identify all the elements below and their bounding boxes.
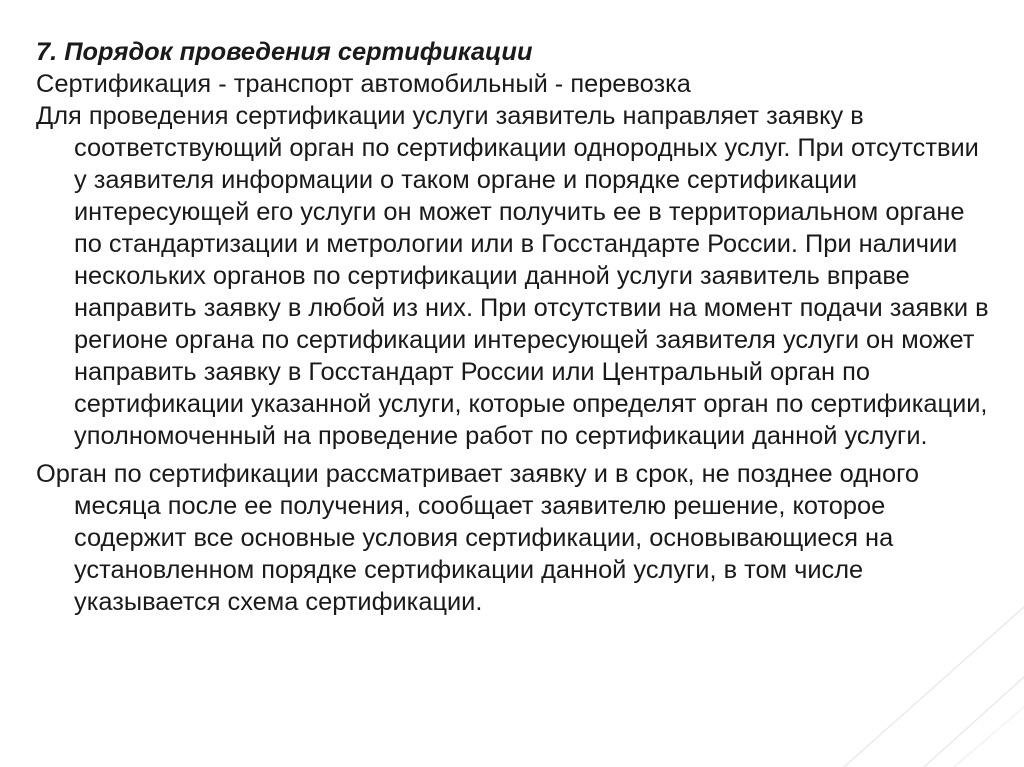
slide-title: 7. Порядок проведения сертификации [36, 38, 533, 66]
slide-content [36, 36, 996, 618]
paragraph-subtitle: Сертификация - транспорт автомобильный - перевозка [36, 70, 691, 98]
paragraph-application: Для проведения сертификации услуги заявитель направляет заявку в соответствующий орган по сертификации однородных услуг. При отсутствии у заявителя информации о таком органе и порядке сертификации интересующей его услуги он может получить ее в территориальном органе по стандартизации и метрологии или в Госстандарте России. При наличии нескольких органов по сертификации данной услуги заявитель вправе направить заявку в любой из них. При отсутствии на момент подачи заявки в регионе органа по сертификации интересующей заявителя услуги он может направить заявку в Госстандарт России или Центральный орган по сертификации указанной услуги, которые определят орган по сертификации, уполномоченный на проведение работ по сертификации данной услуги. [36, 102, 989, 450]
paragraph-decision: Орган по сертификации рассматривает заявку и в срок, не позднее одного месяца после ее получения, сообщает заявителю решение, которое содержит все основные условия сертификации, основывающиеся на установленном порядке сертификации данной услуги, в том числе указывается схема сертификации. [36, 460, 920, 616]
